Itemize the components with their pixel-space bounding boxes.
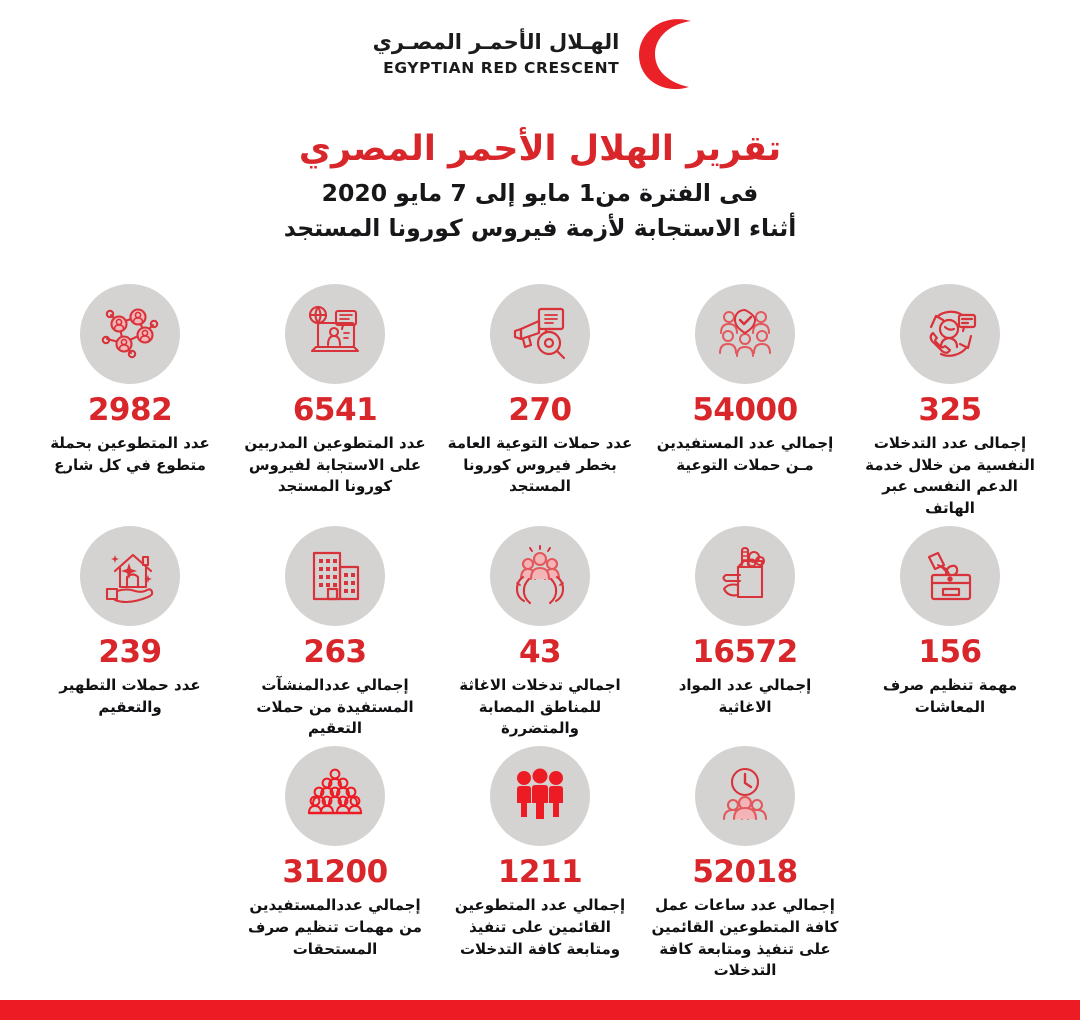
- red-crescent-icon: [629, 17, 707, 91]
- stat-value: 31200: [282, 854, 388, 891]
- stat-label: إجمالى عدد التدخلات النفسية من خلال خدمة الدعم النفسى عبر الهاتف: [865, 433, 1035, 518]
- volunteer-network-icon: [80, 284, 180, 384]
- stat-value: 54000: [692, 391, 798, 428]
- stats-row-3: [0, 746, 1080, 982]
- phone-support-counseling-icon: [900, 284, 1000, 384]
- stat-value: 43: [518, 633, 562, 670]
- stat-value: 2982: [87, 391, 173, 428]
- logo-english-text: EGYPTIAN RED CRESCENT: [383, 59, 620, 78]
- stat-value: 263: [303, 633, 367, 670]
- stat-card: [643, 284, 848, 477]
- stat-label: عدد المتطوعين بحملة متطوع في كل شارع: [50, 433, 210, 474]
- stat-value: 6541: [292, 391, 378, 428]
- stat-label: إجمالي عدد المواد الاغاثية: [678, 675, 812, 716]
- hand-donation-box-icon: [900, 526, 1000, 626]
- clock-volunteers-hours-icon: [695, 746, 795, 846]
- stat-card: [848, 284, 1053, 520]
- stat-card: [28, 284, 233, 477]
- stat-label: إجمالي عددالمنشآت المستفيدة من حملات التعقيم: [256, 675, 414, 738]
- stat-label: عدد حملات التطهير والتعقيم: [59, 675, 201, 716]
- logo-arabic-text: الهـلال الأحمـر المصـري: [372, 29, 620, 54]
- report-period: فى الفترة من1 مايو إلى 7 مايو 2020: [321, 178, 759, 207]
- stat-value: 156: [918, 633, 982, 670]
- brand-logo: [0, 0, 1080, 84]
- stat-card: [643, 746, 848, 982]
- buildings-icon: [285, 526, 385, 626]
- hand-clean-house-icon: [80, 526, 180, 626]
- stat-label: عدد حملات التوعية العامة بخطر فيروس كورونا المستجد: [447, 433, 633, 496]
- stat-value: 52018: [692, 854, 798, 891]
- stat-label: مهمة تنظيم صرف المعاشات: [882, 675, 1018, 716]
- stat-card: [438, 746, 643, 960]
- stat-card: [438, 284, 643, 498]
- stats-grid: [0, 284, 1080, 982]
- stat-value: 1211: [497, 854, 583, 891]
- stats-row-2: [0, 526, 1080, 740]
- stat-card: [438, 526, 643, 740]
- report-context: أثناء الاستجابة لأزمة فيروس كورونا المستجد: [283, 214, 797, 243]
- stat-card: [643, 526, 848, 719]
- stat-value: 239: [98, 633, 162, 670]
- footer-accent-bar: [0, 1000, 1080, 1020]
- page-title: تقرير الهلال الأحمر المصري: [298, 129, 782, 169]
- stat-value: 16572: [692, 633, 798, 670]
- stats-row-1: [0, 284, 1080, 520]
- stat-label: إجمالي عدد المتطوعين القائمين على تنفيذ ومتابعة كافة التدخلات: [454, 896, 626, 958]
- food-relief-bag-icon: [695, 526, 795, 626]
- stat-card: [233, 746, 438, 960]
- stat-card: [233, 284, 438, 498]
- stat-label: إجمالي عددالمستفيدين من مهمات تنظيم صرف المستحقات: [248, 896, 422, 958]
- stat-card: [233, 526, 438, 740]
- online-training-laptop-icon: [285, 284, 385, 384]
- stat-label: إجمالي عدد ساعات عمل كافة المتطوعين القائمين على تنفيذ ومتابعة كافة التدخلات: [651, 896, 839, 980]
- people-group-check-icon: [695, 284, 795, 384]
- stat-value: 270: [508, 391, 572, 428]
- hands-protect-family-icon: [490, 526, 590, 626]
- stat-card: [848, 526, 1053, 719]
- report-title-block: [0, 128, 1080, 244]
- stat-value: 325: [918, 391, 982, 428]
- stat-label: اجمالي تدخلات الاغاثة للمناطق المصابة والمتضررة: [459, 675, 621, 738]
- crowd-beneficiaries-icon: [285, 746, 385, 846]
- megaphone-search-icon: [490, 284, 590, 384]
- stat-label: عدد المتطوعين المدربين على الاستجابة لفيروس كورونا المستجد: [244, 433, 426, 496]
- stat-label: إجمالي عدد المستفيدين مـن حملات التوعية: [656, 433, 834, 474]
- stat-card: [28, 526, 233, 719]
- three-people-solid-icon: [490, 746, 590, 846]
